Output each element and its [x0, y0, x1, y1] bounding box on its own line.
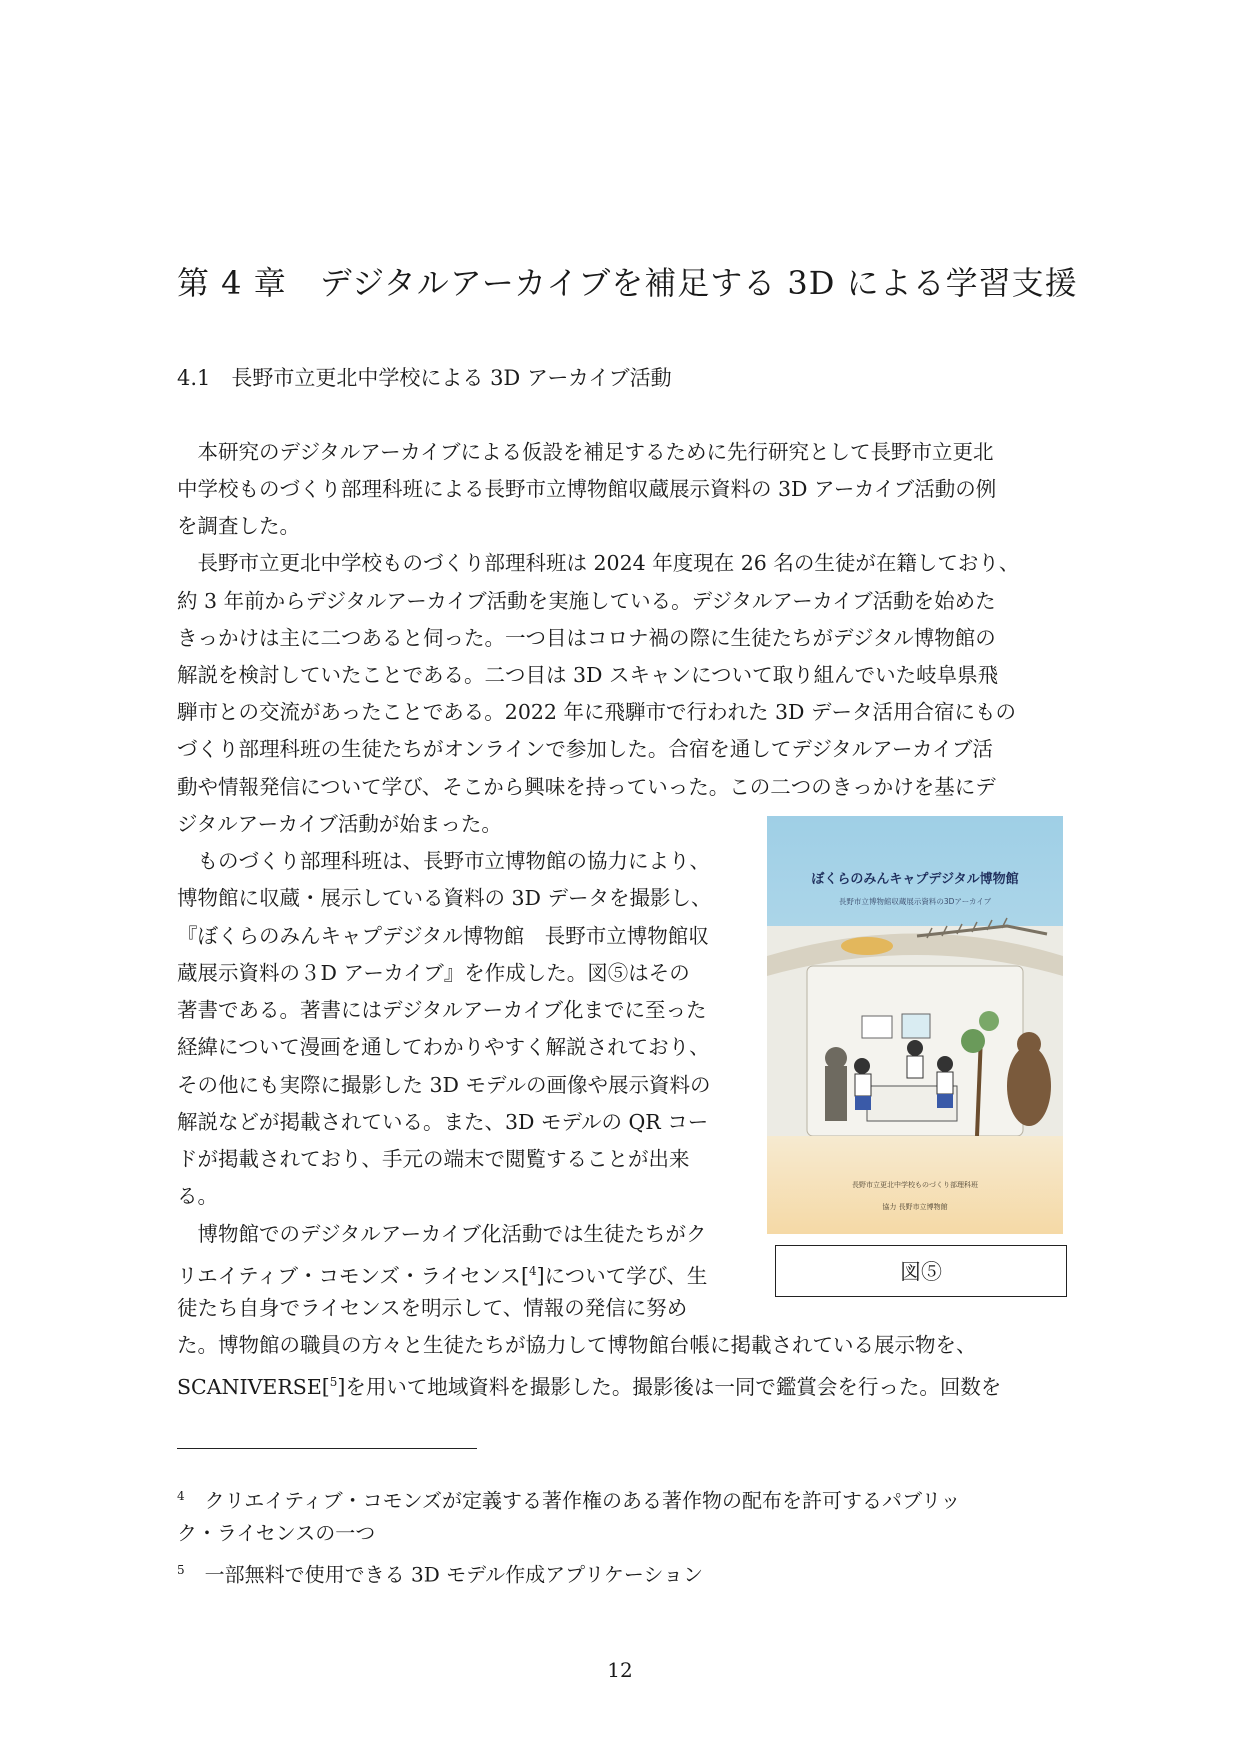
- body-line: づくり部理科班の生徒たちがオンラインで参加した。合宿を通してデジタルアーカイブ活: [177, 737, 993, 761]
- cover-subtitle: 長野市立博物館収蔵展示資料の3Dアーカイブ: [838, 897, 992, 906]
- body-line: を調査した。: [177, 514, 300, 538]
- body-line: 著書である。著書にはデジタルアーカイブ化までに至った: [177, 998, 707, 1022]
- footnote-4-cont: ク・ライセンスの一つ: [177, 1521, 376, 1545]
- footnote-4: [177, 1484, 960, 1513]
- section-title: 4.1 長野市立更北中学校による 3D アーカイブ活動: [177, 366, 672, 390]
- body-line: 徒たち自身でライセンスを明示して、情報の発信に努め: [177, 1296, 688, 1320]
- footnote-5: [177, 1558, 703, 1587]
- body-line: 博物館に収蔵・展示している資料の 3D データを撮影し、: [177, 886, 712, 910]
- book-cover-image: [767, 816, 1063, 1234]
- footnote-text: 一部無料で使用できる 3D モデル作成アプリケーション: [204, 1562, 704, 1587]
- body-line: 蔵展示資料の３D アーカイブ』を作成した。図⑤はその: [177, 961, 690, 985]
- cover-author: 長野市立更北中学校ものづくり部理科班: [852, 1181, 978, 1189]
- body-line-part: リエイティブ・コモンズ・ライセンス[: [177, 1263, 529, 1288]
- body-line: [177, 1370, 1001, 1399]
- body-line-part: ]について学び、生: [536, 1263, 708, 1288]
- body-line: 本研究のデジタルアーカイブによる仮設を補足するために先行研究として長野市立更北: [177, 440, 994, 464]
- body-line: ドが掲載されており、手元の端末で閲覧することが出来: [177, 1147, 690, 1171]
- cover-title: ぼくらのみんキャプデジタル博物館: [811, 872, 1019, 887]
- body-line: きっかけは主に二つあると伺った。一つ目はコロナ禍の際に生徒たちがデジタル博物館の: [177, 626, 996, 650]
- body-line: 約 3 年前からデジタルアーカイブ活動を実施している。デジタルアーカイブ活動を始めた: [177, 589, 996, 613]
- body-line: ジタルアーカイブ活動が始まった。: [177, 812, 502, 836]
- footnote-ref-4[interactable]: 4: [529, 1264, 537, 1278]
- body-line-part: ]を用いて地域資料を撮影した。撮影後は一同で鑑賞会を行った。回数を: [337, 1374, 1002, 1399]
- body-line: 経緯について漫画を通してわかりやすく解説されており、: [177, 1035, 710, 1059]
- footnote-mark: 5: [177, 1563, 185, 1577]
- footnote-mark: 4: [177, 1489, 185, 1503]
- body-line: 中学校ものづくり部理科班による長野市立博物館収蔵展示資料の 3D アーカイブ活動の例: [177, 477, 997, 501]
- body-line: 動や情報発信について学び、そこから興味を持っていった。この二つのきっかけを基にデ: [177, 775, 996, 799]
- body-line: 博物館でのデジタルアーカイブ化活動では生徒たちがク: [177, 1222, 707, 1246]
- footnote-ref-5[interactable]: 5: [329, 1375, 338, 1389]
- cover-cooperation: 協力 長野市立博物館: [882, 1203, 948, 1211]
- chapter-title: 第 4 章 デジタルアーカイブを補足する 3D による学習支援: [177, 264, 1078, 302]
- body-line: た。博物館の職員の方々と生徒たちが協力して博物館台帳に掲載されている展示物を、: [177, 1333, 977, 1357]
- body-line: ものづくり部理科班は、長野市立博物館の協力により、: [177, 849, 710, 873]
- page-number: 12: [607, 1658, 633, 1682]
- body-line: 『ぼくらのみんキャプデジタル博物館 長野市立博物館収: [177, 924, 709, 948]
- figure-caption: 図⑤: [775, 1245, 1067, 1297]
- body-line: る。: [177, 1184, 218, 1208]
- body-line: 解説を検討していたことである。二つ目は 3D スキャンについて取り組んでいた岐阜県飛: [177, 663, 999, 687]
- footnote-divider: [177, 1448, 477, 1449]
- footnote-text: クリエイティブ・コモンズが定義する著作権のある著作物の配布を許可するパブリッ: [204, 1488, 961, 1513]
- body-line-part: SCANIVERSE[: [177, 1374, 330, 1399]
- body-line: [177, 1259, 707, 1288]
- body-line: その他にも実際に撮影した 3D モデルの画像や展示資料の: [177, 1073, 711, 1097]
- body-line: 解説などが掲載されている。また、3D モデルの QR コー: [177, 1110, 709, 1134]
- body-line: 長野市立更北中学校ものづくり部理科班は 2024 年度現在 26 名の生徒が在籍しており、: [177, 551, 1020, 575]
- body-line: 騨市との交流があったことである。2022 年に飛騨市で行われた 3D データ活用合宿にもの: [177, 700, 1016, 724]
